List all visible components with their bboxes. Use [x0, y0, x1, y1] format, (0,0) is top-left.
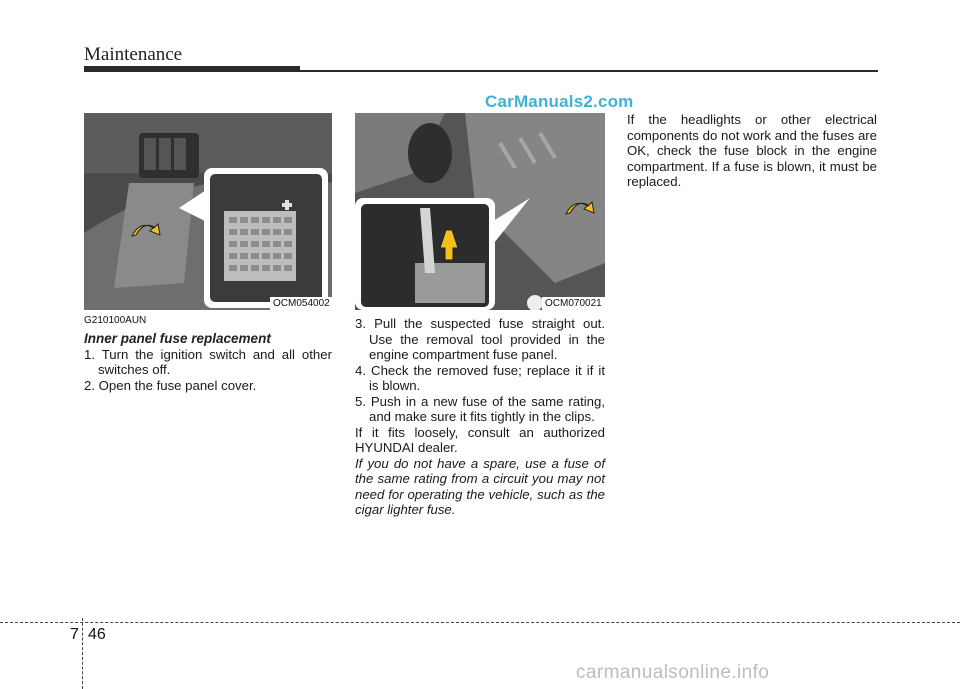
right-text-column — [627, 112, 877, 190]
middle-text-column — [355, 316, 605, 518]
header-rule-thick — [84, 66, 300, 72]
inner-fuse-panel-photo — [84, 113, 332, 310]
step-4: 4. Check the removed fuse; replace it if it is blown. — [355, 362, 605, 393]
middle-photo-code: OCM070021 — [542, 297, 605, 310]
step-1: 1. Turn the ignition switch and all other switches off. — [84, 346, 332, 377]
step-3: 3. Pull the suspected fuse straight out. Use the removal tool provided in the engine compartment fuse panel. — [355, 316, 605, 362]
watermark-link-top[interactable]: CarManuals2.com — [485, 92, 634, 111]
left-text-column — [84, 331, 332, 393]
inner-panel-heading: Inner panel fuse replacement — [84, 331, 271, 346]
watermark-link-bottom[interactable]: carmanualsonline.info — [576, 662, 770, 683]
header-rule-thin — [300, 70, 878, 72]
left-photo-code: OCM054002 — [270, 297, 333, 310]
section-code: G210100AUN — [84, 315, 147, 326]
engine-fuse-block-paragraph: If the headlights or other electrical components do not work and the fuses are OK, check the fuse block in the engine compartment. If a fuse is blown, it must be replaced. — [627, 112, 877, 189]
chapter-number: 7 — [70, 626, 79, 643]
loose-fit-paragraph: If it fits loosely, consult an authorized HYUNDAI dealer. — [355, 424, 605, 455]
page-number: 46 — [88, 626, 106, 643]
step-5: 5. Push in a new fuse of the same rating, and make sure it fits tightly in the clips. — [355, 393, 605, 424]
page-section-title: Maintenance — [84, 44, 183, 65]
engine-fuse-box-photo — [355, 113, 605, 310]
step-2: 2. Open the fuse panel cover. — [84, 377, 257, 393]
spare-fuse-note: If you do not have a spare, use a fuse of the same rating from a circuit you may not need for operating the vehicle, such as the cigar lighter fuse. — [355, 455, 605, 517]
footer-divider — [82, 618, 83, 689]
footer-rule — [0, 622, 960, 623]
